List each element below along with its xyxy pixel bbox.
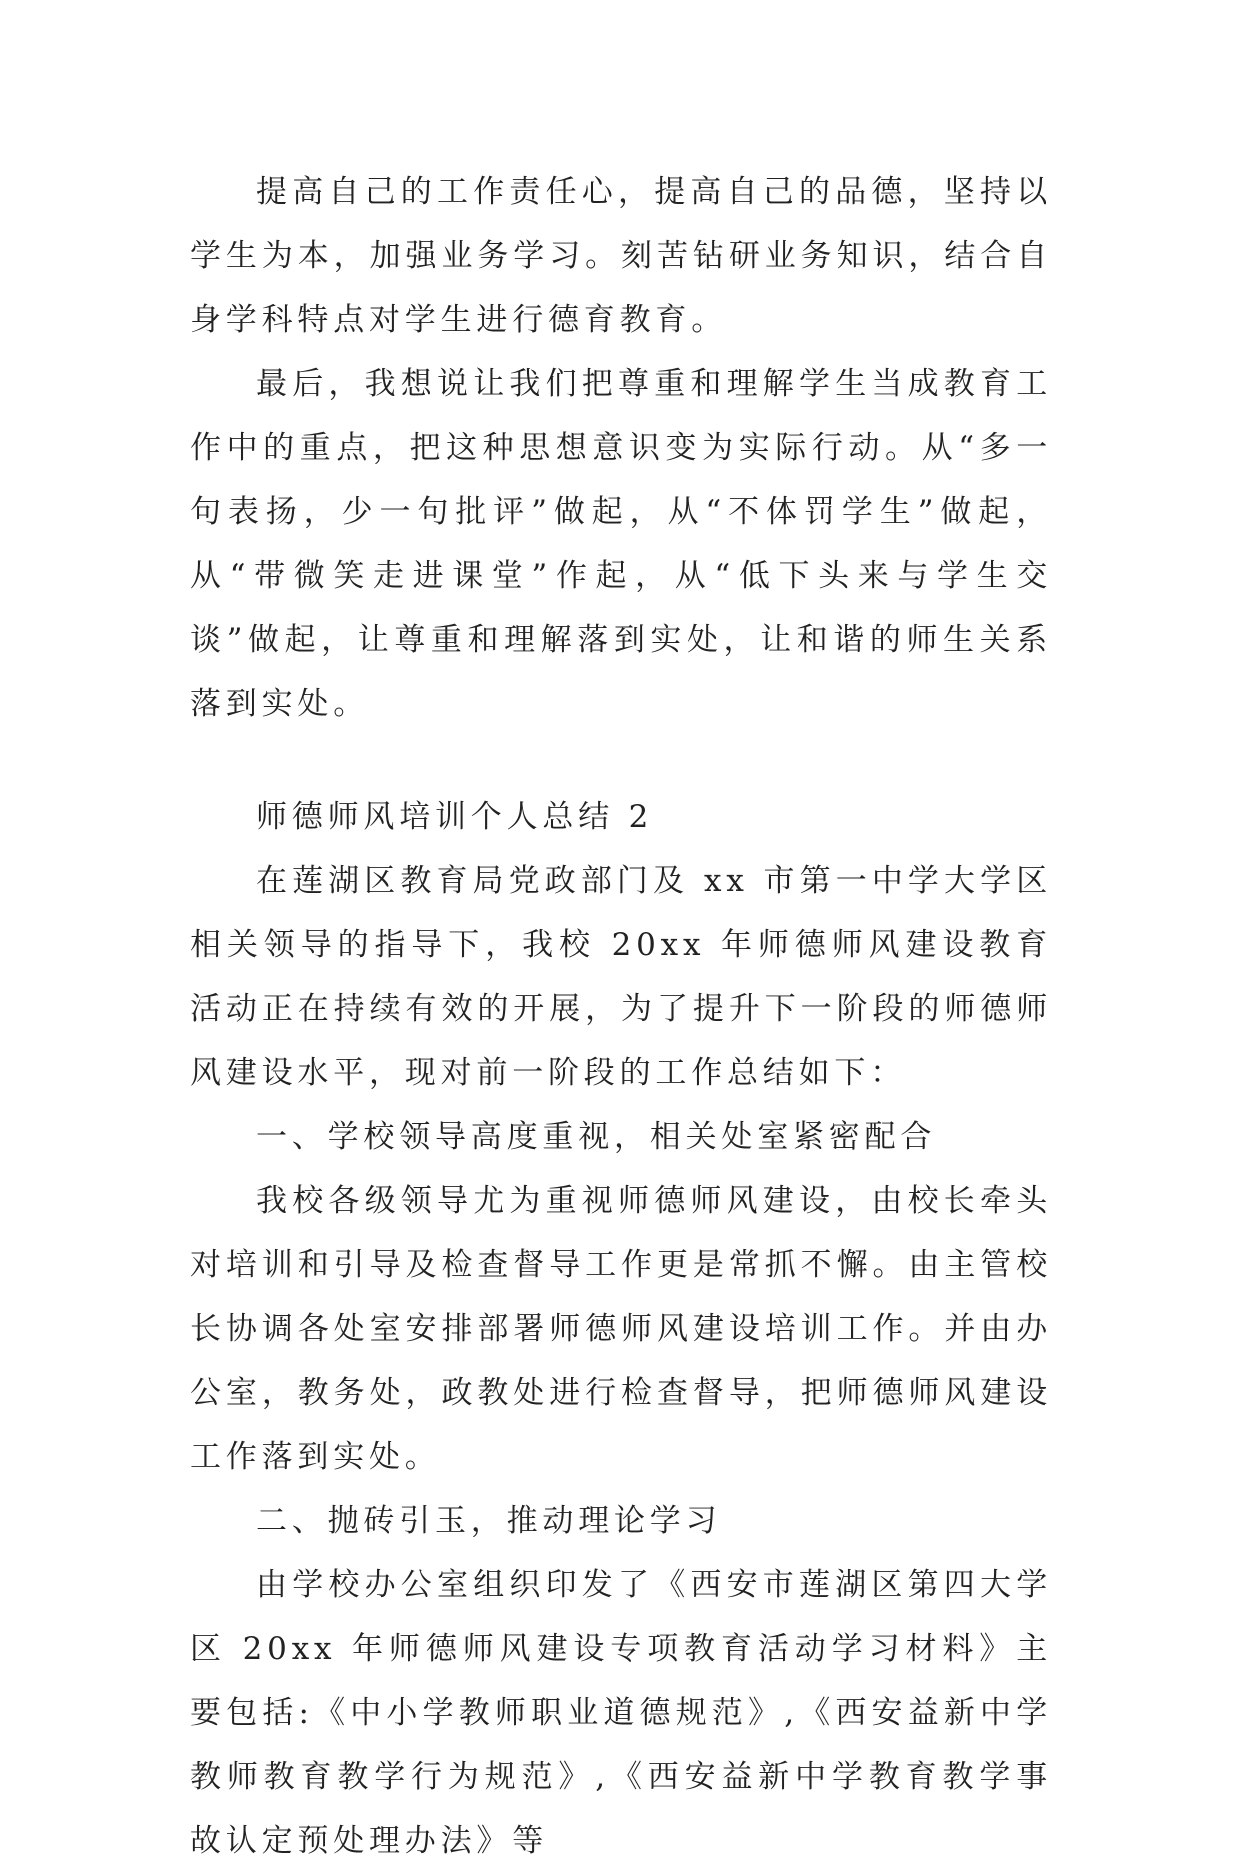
section-heading: 一、学校领导高度重视，相关处室紧密配合	[256, 1119, 937, 1155]
section-title: 师德师风培训个人总结 2	[256, 799, 654, 835]
paragraph: 在莲湖区教育局党政部门及 xx 市第一中学大学区相关领导的指导下，我校 20xx 年师德师风建设教育活动正在持续有效的开展，为了提升下一阶段的师德师风建设水平，现对前一阶段的工作总结如下：	[190, 863, 1052, 1091]
paragraph: 提高自己的工作责任心，提高自己的品德，坚持以学生为本，加强业务学习。刻苦钻研业务知识，结合自身学科特点对学生进行德育教育。	[190, 174, 1052, 338]
paragraph: 我校各级领导尤为重视师德师风建设，由校长牵头对培训和引导及检查督导工作更是常抓不懈。由主管校长协调各处室安排部署师德师风建设培训工作。并由办公室，教务处，政教处进行检查督导，把师德师风建设工作落到实处。	[190, 1183, 1052, 1475]
paragraph: 最后，我想说让我们把尊重和理解学生当成教育工作中的重点，把这种思想意识变为实际行动。从“多一句表扬，少一句批评”做起，从“不体罚学生”做起，从“带微笑走进课堂”作起，从“低下头来与学生交谈”做起，让尊重和理解落到实处，让和谐的师生关系落到实处。	[190, 366, 1052, 722]
paragraph: 由学校办公室组织印发了《西安市莲湖区第四大学区 20xx 年师德师风建设专项教育活动学习材料》主要包括:《中小学教师职业道德规范》,《西安益新中学教师教育教学行为规范》,《西安益新中学教育教学事故认定预处理办法》等	[190, 1567, 1052, 1859]
section-heading: 二、抛砖引玉，推动理论学习	[256, 1503, 722, 1539]
document-body	[190, 160, 1052, 1873]
